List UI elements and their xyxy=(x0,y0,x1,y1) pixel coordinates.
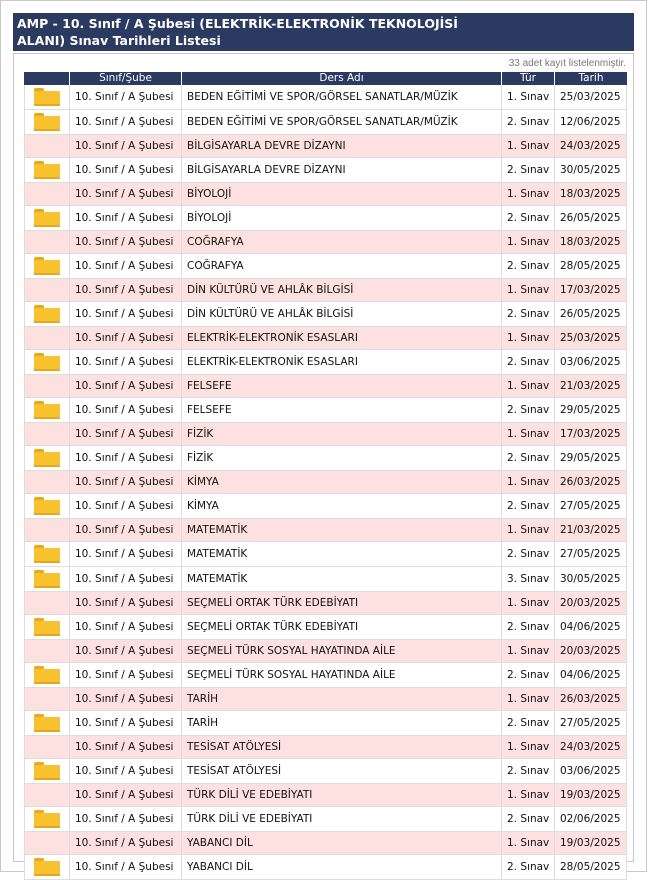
table-row[interactable] xyxy=(24,784,627,807)
class-cell: 10. Sınıf / A Şubesi xyxy=(69,135,181,158)
exam-type-cell: 2. Sınav xyxy=(501,206,554,231)
folder-icon[interactable] xyxy=(34,353,60,371)
row-icon-cell[interactable] xyxy=(24,85,69,110)
exam-type-cell: 2. Sınav xyxy=(501,254,554,279)
exam-date-cell: 30/05/2025 xyxy=(554,567,627,592)
exam-date-cell: 25/03/2025 xyxy=(554,327,627,350)
row-icon-cell[interactable] xyxy=(24,759,69,784)
table-row[interactable] xyxy=(24,327,627,350)
column-header-date: Tarih xyxy=(554,72,627,85)
exam-date-cell: 27/05/2025 xyxy=(554,542,627,567)
class-cell: 10. Sınıf / A Şubesi xyxy=(69,807,181,832)
course-cell: COĞRAFYA xyxy=(181,231,501,254)
exam-type-cell: 1. Sınav xyxy=(501,135,554,158)
table-row[interactable] xyxy=(24,855,627,880)
exam-type-cell: 2. Sınav xyxy=(501,398,554,423)
exam-date-cell: 26/03/2025 xyxy=(554,688,627,711)
class-cell: 10. Sınıf / A Şubesi xyxy=(69,832,181,855)
row-icon-cell[interactable] xyxy=(24,567,69,592)
folder-icon[interactable] xyxy=(34,810,60,828)
course-cell: BİLGİSAYARLA DEVRE DİZAYNI xyxy=(181,158,501,183)
page-title-line-1: AMP - 10. Sınıf / A Şubesi (ELEKTRİK-ELEKTRONİK TEKNOLOJİSİ xyxy=(17,16,458,31)
row-icon-cell[interactable] xyxy=(24,855,69,880)
row-icon-cell xyxy=(24,231,69,254)
exam-date-cell: 17/03/2025 xyxy=(554,279,627,302)
class-cell: 10. Sınıf / A Şubesi xyxy=(69,279,181,302)
table-row[interactable] xyxy=(24,279,627,302)
table-row[interactable] xyxy=(24,807,627,832)
exam-type-cell: 1. Sınav xyxy=(501,375,554,398)
exam-date-cell: 20/03/2025 xyxy=(554,640,627,663)
exam-date-cell: 24/03/2025 xyxy=(554,736,627,759)
course-cell: BEDEN EĞİTİMİ VE SPOR/GÖRSEL SANATLAR/MÜZİK xyxy=(181,110,501,135)
exam-type-cell: 2. Sınav xyxy=(501,446,554,471)
exam-type-cell: 2. Sınav xyxy=(501,711,554,736)
class-cell: 10. Sınıf / A Şubesi xyxy=(69,736,181,759)
exam-type-cell: 2. Sınav xyxy=(501,663,554,688)
exam-date-cell: 24/03/2025 xyxy=(554,135,627,158)
table-row[interactable] xyxy=(24,254,627,279)
exam-date-cell: 26/05/2025 xyxy=(554,302,627,327)
row-icon-cell[interactable] xyxy=(24,110,69,135)
folder-icon[interactable] xyxy=(34,161,60,179)
exam-date-cell: 19/03/2025 xyxy=(554,832,627,855)
exam-date-cell: 21/03/2025 xyxy=(554,519,627,542)
course-cell: SEÇMELİ TÜRK SOSYAL HAYATINDA AİLE xyxy=(181,640,501,663)
row-icon-cell[interactable] xyxy=(24,158,69,183)
class-cell: 10. Sınıf / A Şubesi xyxy=(69,158,181,183)
course-cell: TARİH xyxy=(181,688,501,711)
exam-type-cell: 1. Sınav xyxy=(501,471,554,494)
exam-type-cell: 2. Sınav xyxy=(501,158,554,183)
exam-date-cell: 04/06/2025 xyxy=(554,663,627,688)
table-row[interactable] xyxy=(24,640,627,663)
folder-icon[interactable] xyxy=(34,257,60,275)
exam-type-cell: 2. Sınav xyxy=(501,494,554,519)
exam-type-cell: 1. Sınav xyxy=(501,519,554,542)
class-cell: 10. Sınıf / A Şubesi xyxy=(69,183,181,206)
folder-icon[interactable] xyxy=(34,714,60,732)
class-cell: 10. Sınıf / A Şubesi xyxy=(69,206,181,231)
exam-type-cell: 2. Sınav xyxy=(501,807,554,832)
exam-type-cell: 1. Sınav xyxy=(501,832,554,855)
exam-type-cell: 2. Sınav xyxy=(501,542,554,567)
table-row[interactable] xyxy=(24,110,627,135)
table-row[interactable] xyxy=(24,135,627,158)
course-cell: TARİH xyxy=(181,711,501,736)
course-cell: TÜRK DİLİ VE EDEBİYATI xyxy=(181,807,501,832)
class-cell: 10. Sınıf / A Şubesi xyxy=(69,398,181,423)
exam-type-cell: 1. Sınav xyxy=(501,231,554,254)
exam-date-cell: 30/05/2025 xyxy=(554,158,627,183)
class-cell: 10. Sınıf / A Şubesi xyxy=(69,110,181,135)
table-row[interactable] xyxy=(24,663,627,688)
row-icon-cell xyxy=(24,640,69,663)
table-row[interactable] xyxy=(24,446,627,471)
exam-date-cell: 27/05/2025 xyxy=(554,711,627,736)
column-header-icon xyxy=(24,72,69,85)
class-cell: 10. Sınıf / A Şubesi xyxy=(69,446,181,471)
course-cell: ELEKTRİK-ELEKTRONİK ESASLARI xyxy=(181,327,501,350)
course-cell: BİLGİSAYARLA DEVRE DİZAYNI xyxy=(181,135,501,158)
class-cell: 10. Sınıf / A Şubesi xyxy=(69,327,181,350)
table-row[interactable] xyxy=(24,494,627,519)
course-cell: BEDEN EĞİTİMİ VE SPOR/GÖRSEL SANATLAR/MÜZİK xyxy=(181,85,501,110)
class-cell: 10. Sınıf / A Şubesi xyxy=(69,231,181,254)
exam-type-cell: 2. Sınav xyxy=(501,855,554,880)
course-cell: TÜRK DİLİ VE EDEBİYATI xyxy=(181,784,501,807)
course-cell: KİMYA xyxy=(181,494,501,519)
row-icon-cell[interactable] xyxy=(24,302,69,327)
course-cell: FİZİK xyxy=(181,423,501,446)
class-cell: 10. Sınıf / A Şubesi xyxy=(69,567,181,592)
exam-type-cell: 1. Sınav xyxy=(501,85,554,110)
course-cell: SEÇMELİ ORTAK TÜRK EDEBİYATI xyxy=(181,615,501,640)
folder-icon[interactable] xyxy=(34,113,60,131)
table-row[interactable] xyxy=(24,350,627,375)
exam-date-cell: 29/05/2025 xyxy=(554,446,627,471)
column-header-course: Ders Adı xyxy=(181,72,501,85)
folder-icon[interactable] xyxy=(34,570,60,588)
course-cell: COĞRAFYA xyxy=(181,254,501,279)
row-icon-cell[interactable] xyxy=(24,711,69,736)
column-header-class: Sınıf/Şube xyxy=(69,72,181,85)
exam-list-panel xyxy=(13,53,634,873)
class-cell: 10. Sınıf / A Şubesi xyxy=(69,519,181,542)
row-icon-cell[interactable] xyxy=(24,615,69,640)
table-row[interactable] xyxy=(24,85,627,110)
course-cell: TESİSAT ATÖLYESİ xyxy=(181,759,501,784)
table-row[interactable] xyxy=(24,592,627,615)
table-row[interactable] xyxy=(24,711,627,736)
folder-icon[interactable] xyxy=(34,618,60,636)
row-icon-cell[interactable] xyxy=(24,254,69,279)
row-icon-cell xyxy=(24,688,69,711)
row-icon-cell xyxy=(24,183,69,206)
exam-date-cell: 25/03/2025 xyxy=(554,85,627,110)
course-cell: YABANCI DİL xyxy=(181,832,501,855)
exam-date-cell: 26/05/2025 xyxy=(554,206,627,231)
folder-icon[interactable] xyxy=(34,497,60,515)
exam-type-cell: 1. Sınav xyxy=(501,640,554,663)
folder-icon[interactable] xyxy=(34,666,60,684)
exam-date-cell: 29/05/2025 xyxy=(554,398,627,423)
folder-icon[interactable] xyxy=(34,449,60,467)
class-cell: 10. Sınıf / A Şubesi xyxy=(69,784,181,807)
course-cell: MATEMATİK xyxy=(181,542,501,567)
row-icon-cell xyxy=(24,736,69,759)
class-cell: 10. Sınıf / A Şubesi xyxy=(69,350,181,375)
exam-date-cell: 27/05/2025 xyxy=(554,494,627,519)
table-row[interactable] xyxy=(24,231,627,254)
table-row[interactable] xyxy=(24,736,627,759)
class-cell: 10. Sınıf / A Şubesi xyxy=(69,759,181,784)
course-cell: FİZİK xyxy=(181,446,501,471)
folder-icon[interactable] xyxy=(34,209,60,227)
folder-icon[interactable] xyxy=(34,762,60,780)
exam-type-cell: 1. Sınav xyxy=(501,279,554,302)
exam-type-cell: 3. Sınav xyxy=(501,567,554,592)
class-cell: 10. Sınıf / A Şubesi xyxy=(69,471,181,494)
table-row[interactable] xyxy=(24,302,627,327)
course-cell: DİN KÜLTÜRÜ VE AHLÂK BİLGİSİ xyxy=(181,279,501,302)
folder-icon[interactable] xyxy=(34,545,60,563)
record-count: 33 adet kayıt listelenmiştir. xyxy=(508,58,626,69)
exam-type-cell: 1. Sınav xyxy=(501,327,554,350)
table-body xyxy=(24,85,627,880)
exam-date-cell: 26/03/2025 xyxy=(554,471,627,494)
table-row[interactable] xyxy=(24,688,627,711)
table-row[interactable] xyxy=(24,423,627,446)
exam-type-cell: 1. Sınav xyxy=(501,784,554,807)
course-cell: SEÇMELİ ORTAK TÜRK EDEBİYATI xyxy=(181,592,501,615)
page-title-line-2: ALANI) Sınav Tarihleri Listesi xyxy=(17,33,221,48)
folder-icon[interactable] xyxy=(34,305,60,323)
table-header-row xyxy=(24,72,627,85)
row-icon-cell[interactable] xyxy=(24,206,69,231)
course-cell: FELSEFE xyxy=(181,375,501,398)
row-icon-cell[interactable] xyxy=(24,494,69,519)
row-icon-cell[interactable] xyxy=(24,350,69,375)
table-row[interactable] xyxy=(24,542,627,567)
course-cell: YABANCI DİL xyxy=(181,855,501,880)
page-title xyxy=(13,13,634,51)
exam-table xyxy=(24,72,627,880)
table-row[interactable] xyxy=(24,398,627,423)
row-icon-cell[interactable] xyxy=(24,807,69,832)
course-cell: BİYOLOJİ xyxy=(181,206,501,231)
row-icon-cell xyxy=(24,592,69,615)
table-row[interactable] xyxy=(24,759,627,784)
table-row[interactable] xyxy=(24,375,627,398)
row-icon-cell xyxy=(24,375,69,398)
exam-date-cell: 04/06/2025 xyxy=(554,615,627,640)
exam-date-cell: 02/06/2025 xyxy=(554,807,627,832)
exam-date-cell: 28/05/2025 xyxy=(554,855,627,880)
column-header-type: Tür xyxy=(501,72,554,85)
class-cell: 10. Sınıf / A Şubesi xyxy=(69,85,181,110)
exam-type-cell: 2. Sınav xyxy=(501,615,554,640)
folder-icon[interactable] xyxy=(34,88,60,106)
exam-type-cell: 1. Sınav xyxy=(501,423,554,446)
exam-type-cell: 2. Sınav xyxy=(501,759,554,784)
table-row[interactable] xyxy=(24,183,627,206)
exam-date-cell: 03/06/2025 xyxy=(554,759,627,784)
row-icon-cell xyxy=(24,784,69,807)
row-icon-cell[interactable] xyxy=(24,542,69,567)
row-icon-cell xyxy=(24,519,69,542)
exam-date-cell: 18/03/2025 xyxy=(554,183,627,206)
course-cell: SEÇMELİ TÜRK SOSYAL HAYATINDA AİLE xyxy=(181,663,501,688)
table-row[interactable] xyxy=(24,471,627,494)
class-cell: 10. Sınıf / A Şubesi xyxy=(69,494,181,519)
exam-type-cell: 2. Sınav xyxy=(501,302,554,327)
exam-date-cell: 18/03/2025 xyxy=(554,231,627,254)
class-cell: 10. Sınıf / A Şubesi xyxy=(69,254,181,279)
folder-icon[interactable] xyxy=(34,858,60,876)
row-icon-cell[interactable] xyxy=(24,663,69,688)
exam-type-cell: 1. Sınav xyxy=(501,592,554,615)
row-icon-cell xyxy=(24,327,69,350)
course-cell: MATEMATİK xyxy=(181,567,501,592)
exam-date-cell: 03/06/2025 xyxy=(554,350,627,375)
row-icon-cell xyxy=(24,832,69,855)
exam-type-cell: 2. Sınav xyxy=(501,110,554,135)
exam-date-cell: 17/03/2025 xyxy=(554,423,627,446)
exam-date-cell: 12/06/2025 xyxy=(554,110,627,135)
exam-date-cell: 20/03/2025 xyxy=(554,592,627,615)
course-cell: ELEKTRİK-ELEKTRONİK ESASLARI xyxy=(181,350,501,375)
class-cell: 10. Sınıf / A Şubesi xyxy=(69,711,181,736)
course-cell: FELSEFE xyxy=(181,398,501,423)
row-icon-cell[interactable] xyxy=(24,398,69,423)
row-icon-cell[interactable] xyxy=(24,446,69,471)
course-cell: TESİSAT ATÖLYESİ xyxy=(181,736,501,759)
course-cell: MATEMATİK xyxy=(181,519,501,542)
table-row[interactable] xyxy=(24,519,627,542)
class-cell: 10. Sınıf / A Şubesi xyxy=(69,542,181,567)
exam-type-cell: 1. Sınav xyxy=(501,688,554,711)
table-row[interactable] xyxy=(24,832,627,855)
class-cell: 10. Sınıf / A Şubesi xyxy=(69,592,181,615)
table-row[interactable] xyxy=(24,206,627,231)
course-cell: BİYOLOJİ xyxy=(181,183,501,206)
exam-type-cell: 2. Sınav xyxy=(501,350,554,375)
folder-icon[interactable] xyxy=(34,401,60,419)
exam-date-cell: 21/03/2025 xyxy=(554,375,627,398)
row-icon-cell xyxy=(24,471,69,494)
row-icon-cell xyxy=(24,135,69,158)
exam-date-cell: 19/03/2025 xyxy=(554,784,627,807)
exam-type-cell: 1. Sınav xyxy=(501,736,554,759)
class-cell: 10. Sınıf / A Şubesi xyxy=(69,302,181,327)
course-cell: KİMYA xyxy=(181,471,501,494)
class-cell: 10. Sınıf / A Şubesi xyxy=(69,688,181,711)
row-icon-cell xyxy=(24,423,69,446)
class-cell: 10. Sınıf / A Şubesi xyxy=(69,855,181,880)
row-icon-cell xyxy=(24,279,69,302)
table-row[interactable] xyxy=(24,567,627,592)
exam-date-cell: 28/05/2025 xyxy=(554,254,627,279)
table-row[interactable] xyxy=(24,615,627,640)
class-cell: 10. Sınıf / A Şubesi xyxy=(69,375,181,398)
exam-type-cell: 1. Sınav xyxy=(501,183,554,206)
table-row[interactable] xyxy=(24,158,627,183)
class-cell: 10. Sınıf / A Şubesi xyxy=(69,615,181,640)
class-cell: 10. Sınıf / A Şubesi xyxy=(69,663,181,688)
course-cell: DİN KÜLTÜRÜ VE AHLÂK BİLGİSİ xyxy=(181,302,501,327)
class-cell: 10. Sınıf / A Şubesi xyxy=(69,423,181,446)
class-cell: 10. Sınıf / A Şubesi xyxy=(69,640,181,663)
